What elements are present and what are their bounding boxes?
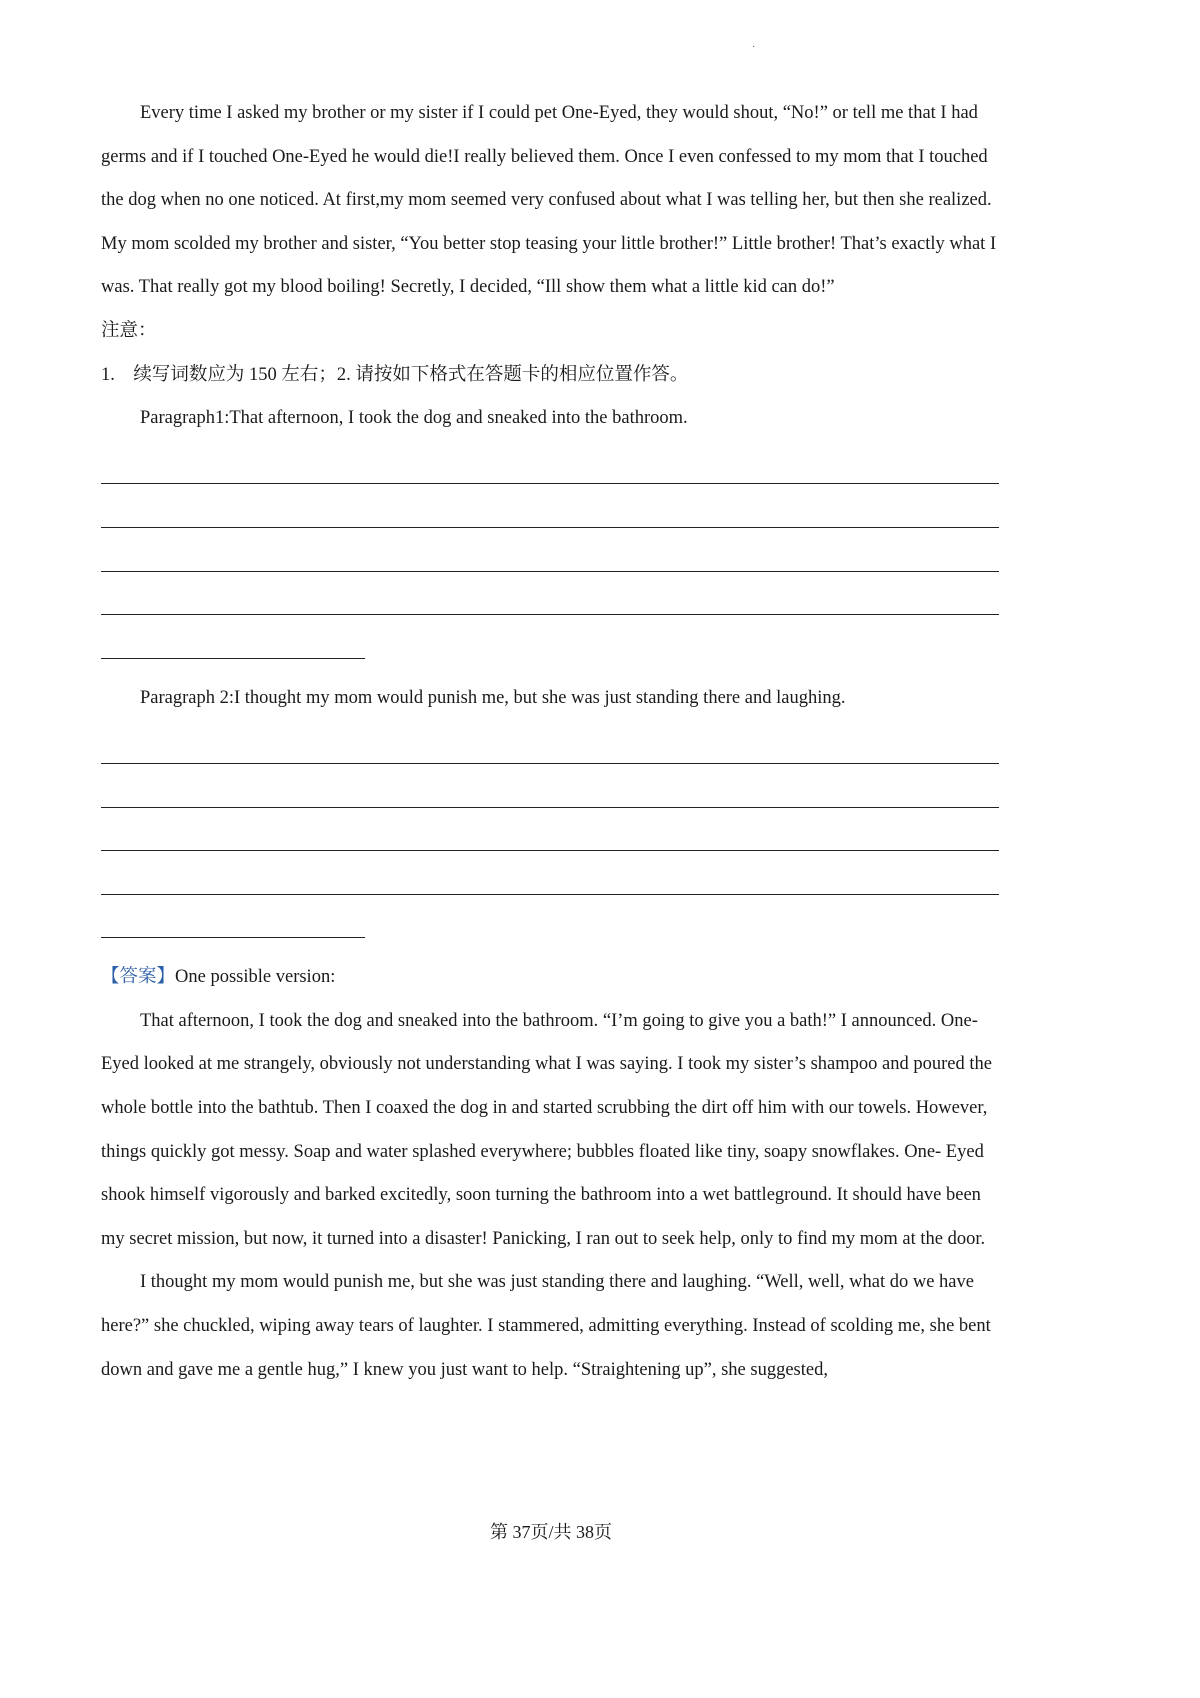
answer-tag: 【答案】 [101, 967, 176, 988]
passage-paragraph: Every time I asked my brother or my sister if I could pet One-Eyed, they would shout, “No!” or tell me that I had germs and if I touched One-Eyed he would die!I really believed them. Once I even confessed to my mom that I touched the dog when no one noticed. At first,my mom seemed very confused about what I was telling her, but then she realized. My mom scolded my brother and sister, “You better stop teasing your little brother!” Little brother! That’s exactly what I was. That really got my blood boiling! Secretly, I decided, “Ill show them what a little kid can do!” [101, 103, 997, 298]
paragraph1-writing-lines [101, 441, 1006, 659]
answer-intro: One possible version: [175, 967, 336, 988]
writing-line [101, 895, 365, 939]
writing-line [101, 484, 999, 528]
answer-heading [101, 956, 1006, 1000]
writing-line [101, 572, 999, 616]
paragraph2-writing-lines [101, 720, 1006, 938]
writing-line [101, 851, 999, 895]
writing-line [101, 615, 365, 659]
writing-line [101, 720, 999, 764]
answer-paragraph-1: That afternoon, I took the dog and sneaked into the bathroom. “I’m going to give you a bath!” I announced. One-Eyed looked at me strangely, obviously not understanding what I was saying. I took my sister’s shampoo and poured the whole bottle into the bathtub. Then I coaxed the dog in and started scrubbing the dirt off him with our towels. However, things quickly got messy. Soap and water splashed everywhere; bubbles floated like tiny, soapy snowflakes. One- Eyed shook himself vigorously and barked excitedly, soon turning the bathroom into a wet battleground. It should have been my secret mission, but now, it turned into a disaster! Panicking, I ran out to seek help, only to find my mom at the door. [101, 1010, 992, 1249]
paragraph2-prompt: Paragraph 2:I thought my mom would punish me, but she was just standing there and laughing. [140, 687, 846, 708]
writing-line [101, 441, 999, 485]
paragraph1-prompt: Paragraph1:That afternoon, I took the dog and sneaked into the bathroom. [140, 408, 688, 429]
answer-paragraph-2: I thought my mom would punish me, but she was just standing there and laughing. “Well, well, what do we have here?” she chuckled, wiping away tears of laughter. I stammered, admitting everything. Instead of scolding me, she bent down and gave me a gentle hug,” I knew you just want to help. “Straightening up”, she suggested, [101, 1272, 991, 1380]
top-mark: · [752, 42, 756, 53]
page-footer: 第 37页/共 38页 [489, 1522, 612, 1542]
writing-line [101, 764, 999, 808]
note-item: 1. 续写词数应为 150 左右；2. 请按如下格式在答题卡的相应位置作答。 [101, 364, 689, 385]
writing-line [101, 808, 999, 852]
writing-line [101, 528, 999, 572]
note-title: 注意： [101, 320, 157, 341]
document-page [101, 92, 1006, 1392]
